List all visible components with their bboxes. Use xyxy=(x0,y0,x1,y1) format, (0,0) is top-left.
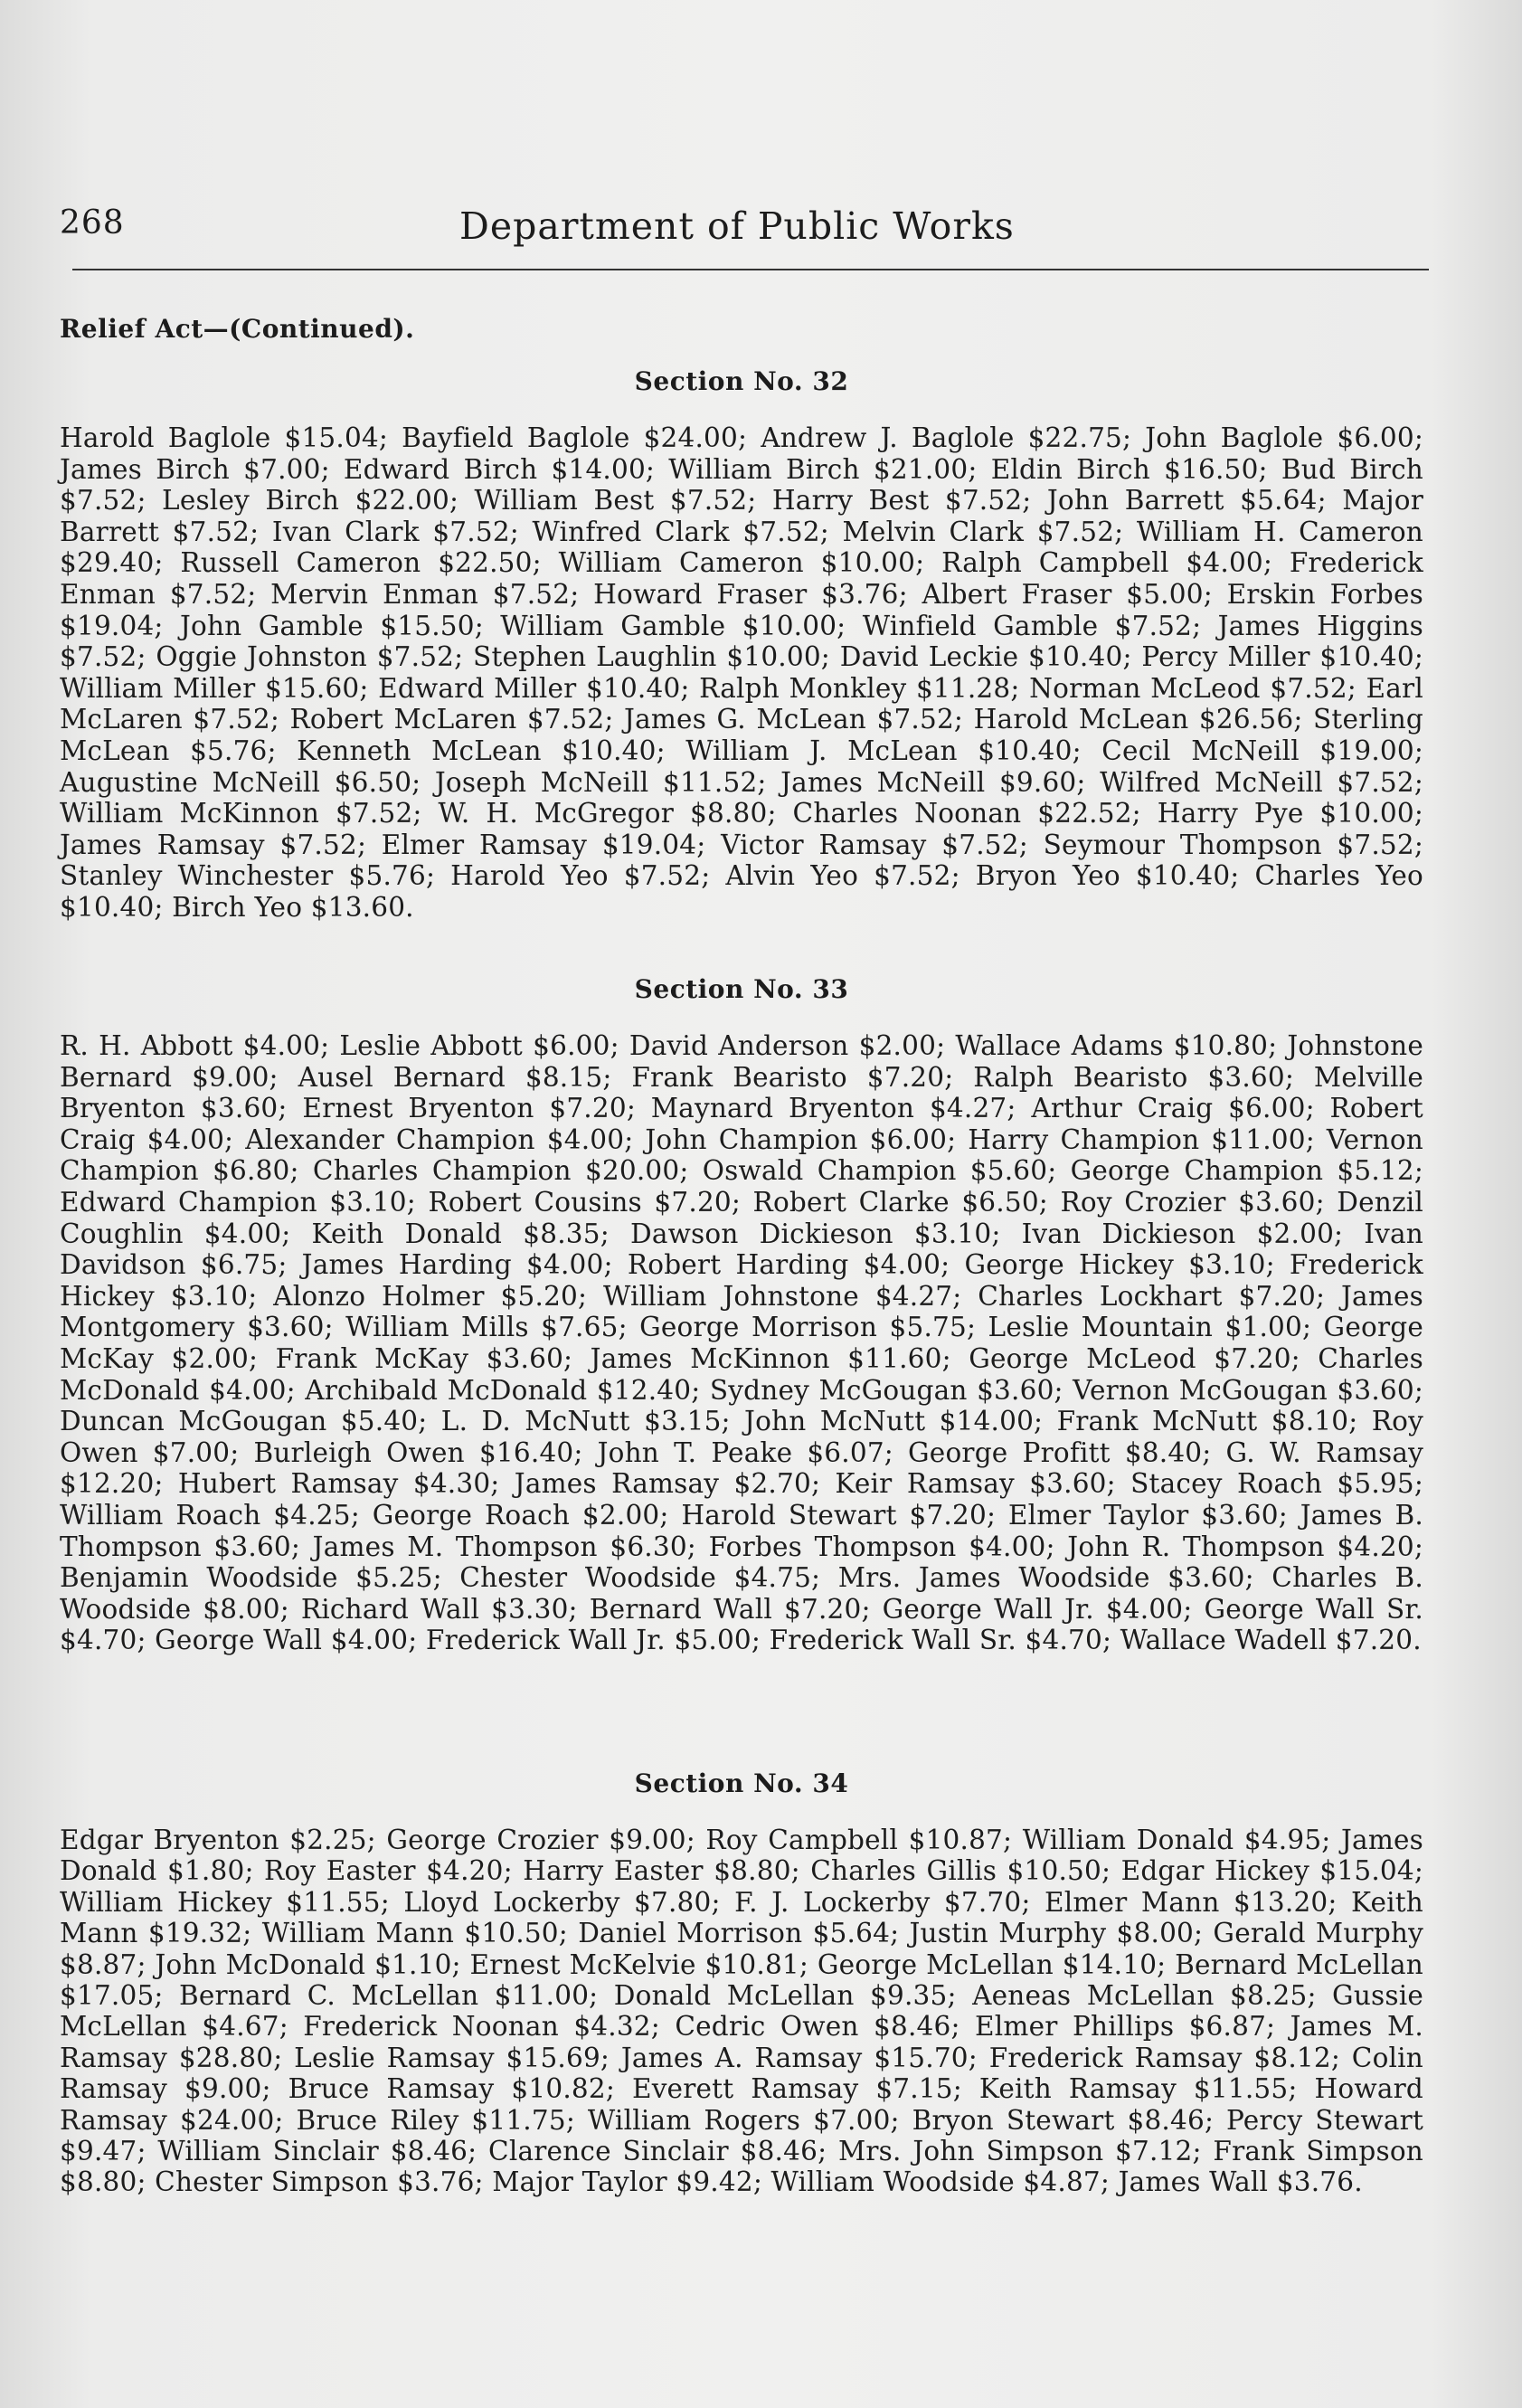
section-heading: Section No. 33 xyxy=(634,974,849,1004)
running-title: Department of Public Works xyxy=(459,204,1015,248)
section-33 xyxy=(60,974,1423,1656)
section-body: Edgar Bryenton $2.25; George Crozier $9.00; Roy Campbell $10.87; William Donald $4.95; James Donald $1.80; Roy Easter $4.20; Harry Easter $8.80; Charles Gillis $10.50; Edgar Hickey $15.04; William Hickey $11.55; Lloyd Lockerby $7.80; F. J. Lockerby $7.70; Elmer Mann $13.20; Keith Mann $19.32; William Mann $10.50; Daniel Morrison $5.64; Justin Murphy $8.00; Gerald Murphy $8.87; John McDonald $1.10; Ernest McKelvie $10.81; George McLellan $14.10; Bernard McLellan $17.05; Bernard C. McLellan $11.00; Donald McLellan $9.35; Aeneas McLellan $8.25; Gussie McLellan $4.67; Frederick Noonan $4.32; Cedric Owen $8.46; Elmer Phillips $6.87; James M. Ramsay $28.80; Leslie Ramsay $15.69; James A. Ramsay $15.70; Frederick Ramsay $8.12; Colin Ramsay $9.00; Bruce Ramsay $10.82; Everett Ramsay $7.15; Keith Ramsay $11.55; Howard Ramsay $24.00; Bruce Riley $11.75; William Rogers $7.00; Bryon Stewart $8.46; Percy Stewart $9.47; William Sinclair $8.46; Clarence Sinclair $8.46; Mrs. John Simpson $7.12; Frank Simpson $8.80; Chester Simpson $3.76; Major Taylor $9.42; William Woodside $4.87; James Wall $3.76. xyxy=(60,1825,1423,2198)
page-header xyxy=(60,204,1429,259)
section-heading: Section No. 34 xyxy=(634,1768,849,1798)
section-heading: Section No. 32 xyxy=(634,366,849,396)
section-body: Harold Baglole $15.04; Bayfield Baglole $24.00; Andrew J. Baglole $22.75; John Baglole $6.00; James Birch $7.00; Edward Birch $14.00; William Birch $21.00; Eldin Birch $16.50; Bud Birch $7.52; Lesley Birch $22.00; William Best $7.52; Harry Best $7.52; John Barrett $5.64; Major Barrett $7.52; Ivan Clark $7.52; Winfred Clark $7.52; Melvin Clark $7.52; William H. Cameron $29.40; Russell Cameron $22.50; William Cameron $10.00; Ralph Campbell $4.00; Frederick Enman $7.52; Mervin Enman $7.52; Howard Fraser $3.76; Albert Fraser $5.00; Erskin Forbes $19.04; John Gamble $15.50; William Gamble $10.00; Winfield Gamble $7.52; James Higgins $7.52; Oggie Johnston $7.52; Stephen Laughlin $10.00; David Leckie $10.40; Percy Miller $10.40; William Miller $15.60; Edward Miller $10.40; Ralph Monkley $11.28; Norman McLeod $7.52; Earl McLaren $7.52; Robert McLaren $7.52; James G. McLean $7.52; Harold McLean $26.56; Sterling McLean $5.76; Kenneth McLean $10.40; William J. McLean $10.40; Cecil McNeill $19.00; Augustine McNeill $6.50; Joseph McNeill $11.52; James McNeill $9.60; Wilfred McNeill $7.52; William McKinnon $7.52; W. H. McGregor $8.80; Charles Noonan $22.52; Harry Pye $10.00; James Ramsay $7.52; Elmer Ramsay $19.04; Victor Ramsay $7.52; Seymour Thompson $7.52; Stanley Winchester $5.76; Harold Yeo $7.52; Alvin Yeo $7.52; Bryon Yeo $10.40; Charles Yeo $10.40; Birch Yeo $13.60. xyxy=(60,422,1423,923)
header-rule xyxy=(72,269,1429,270)
page-number: 268 xyxy=(60,204,125,242)
section-34 xyxy=(60,1768,1423,2198)
continuation-heading: Relief Act—(Continued). xyxy=(60,314,415,344)
section-body: R. H. Abbott $4.00; Leslie Abbott $6.00; David Anderson $2.00; Wallace Adams $10.80; Johnstone Bernard $9.00; Ausel Bernard $8.15; Frank Bearisto $7.20; Ralph Bearisto $3.60; Melville Bryenton $3.60; Ernest Bryenton $7.20; Maynard Bryenton $4.27; Arthur Craig $6.00; Robert Craig $4.00; Alexander Champion $4.00; John Champion $6.00; Harry Champion $11.00; Vernon Champion $6.80; Charles Champion $20.00; Oswald Champion $5.60; George Champion $5.12; Edward Champion $3.10; Robert Cousins $7.20; Robert Clarke $6.50; Roy Crozier $3.60; Denzil Coughlin $4.00; Keith Donald $8.35; Dawson Dickieson $3.10; Ivan Dickieson $2.00; Ivan Davidson $6.75; James Harding $4.00; Robert Harding $4.00; George Hickey $3.10; Frederick Hickey $3.10; Alonzo Holmer $5.20; William Johnstone $4.27; Charles Lockhart $7.20; James Montgomery $3.60; William Mills $7.65; George Morrison $5.75; Leslie Mountain $1.00; George McKay $2.00; Frank McKay $3.60; James McKinnon $11.60; George McLeod $7.20; Charles McDonald $4.00; Archibald McDonald $12.40; Sydney McGougan $3.60; Vernon McGougan $3.60; Duncan McGougan $5.40; L. D. McNutt $3.15; John McNutt $14.00; Frank McNutt $8.10; Roy Owen $7.00; Burleigh Owen $16.40; John T. Peake $6.07; George Profitt $8.40; G. W. Ramsay $12.20; Hubert Ramsay $4.30; James Ramsay $2.70; Keir Ramsay $3.60; Stacey Roach $5.95; William Roach $4.25; George Roach $2.00; Harold Stewart $7.20; Elmer Taylor $3.60; James B. Thompson $3.60; James M. Thompson $6.30; Forbes Thompson $4.00; John R. Thompson $4.20; Benjamin Woodside $5.25; Chester Woodside $4.75; Mrs. James Woodside $3.60; Charles B. Woodside $8.00; Richard Wall $3.30; Bernard Wall $7.20; George Wall Jr. $4.00; George Wall Sr. $4.70; George Wall $4.00; Frederick Wall Jr. $5.00; Frederick Wall Sr. $4.70; Wallace Wadell $7.20. xyxy=(60,1030,1423,1656)
section-32 xyxy=(60,366,1423,924)
